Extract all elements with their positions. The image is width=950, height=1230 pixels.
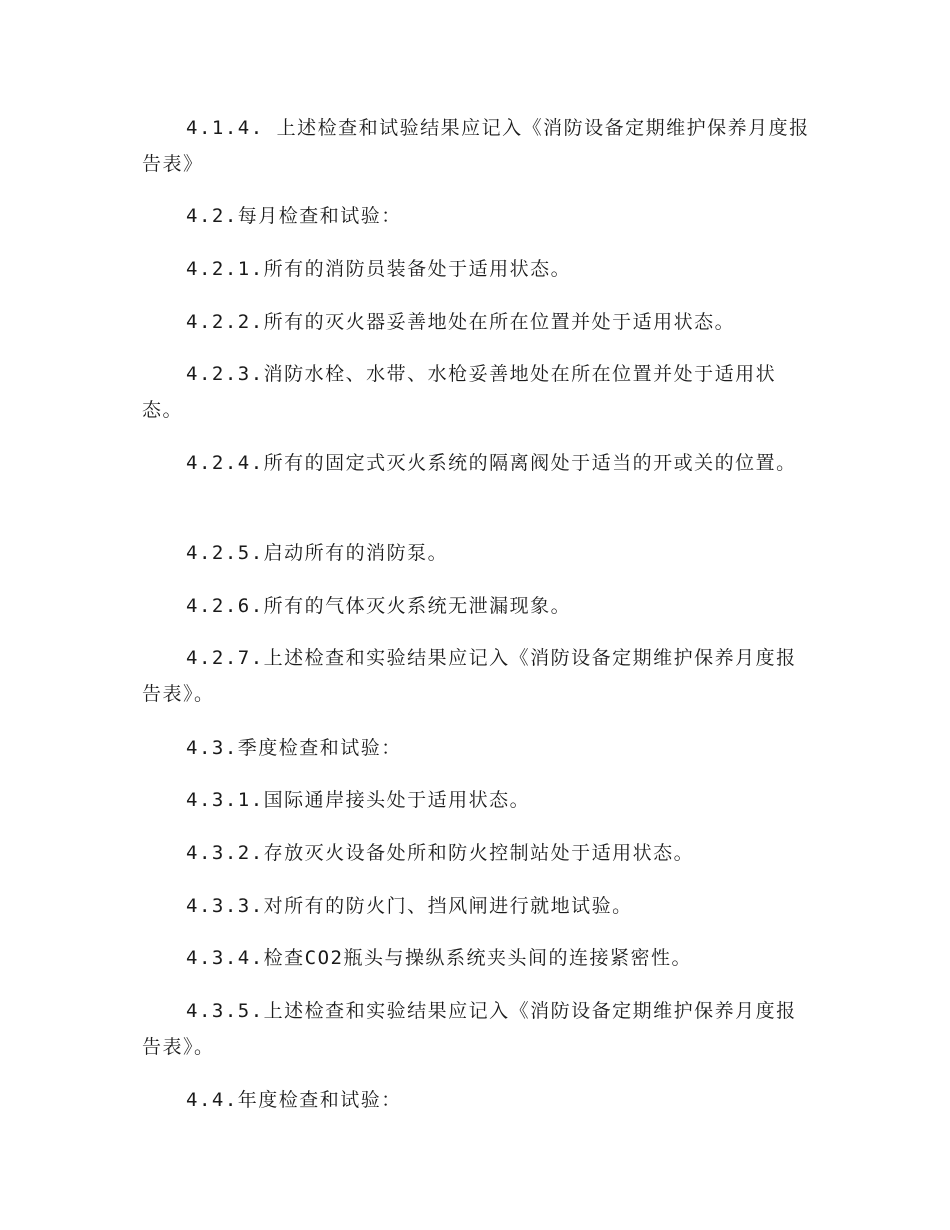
- heading-4-4: 4.4.年度检查和试验：: [186, 1089, 402, 1111]
- heading-4-3: 4.3.季度检查和试验：: [186, 737, 402, 759]
- paragraph-4-2-6: 4.2.6.所有的气体灭火系统无泄漏现象。: [186, 595, 572, 617]
- paragraph-4-2-3: 4.2.3.消防水栓、水带、水枪妥善地处在所在位置并处于适用状态。: [142, 363, 777, 421]
- paragraph-4-2-2: 4.2.2.所有的灭火器妥善地处在所在位置并处于适用状态。: [186, 311, 736, 333]
- paragraph-4-2-4: 4.2.4.所有的固定式灭火系统的隔离阀处于适当的开或关的位置。: [186, 452, 797, 474]
- paragraph-4-2-7: 4.2.7.上述检查和实验结果应记入《消防设备定期维护保养月度报告表》。: [142, 647, 797, 705]
- paragraph-4-3-4: 4.3.4.检查CO2瓶头与操纵系统夹头间的连接紧密性。: [186, 947, 692, 969]
- paragraph-4-3-3: 4.3.3.对所有的防火门、挡风闸进行就地试验。: [186, 895, 633, 917]
- heading-4-2: 4.2.每月检查和试验：: [186, 205, 402, 227]
- paragraph-4-3-1: 4.3.1.国际通岸接头处于适用状态。: [186, 789, 531, 811]
- paragraph-4-2-1: 4.2.1.所有的消防员装备处于适用状态。: [186, 258, 572, 280]
- paragraph-4-3-2: 4.3.2.存放灭火设备处所和防火控制站处于适用状态。: [186, 842, 695, 864]
- paragraph-4-1-4: 4.1.4. 上述检查和试验结果应记入《消防设备定期维护保养月度报告表》: [142, 117, 810, 175]
- paragraph-4-3-5: 4.3.5.上述检查和实验结果应记入《消防设备定期维护保养月度报告表》。: [142, 1000, 797, 1058]
- paragraph-4-2-5: 4.2.5.启动所有的消防泵。: [186, 542, 449, 564]
